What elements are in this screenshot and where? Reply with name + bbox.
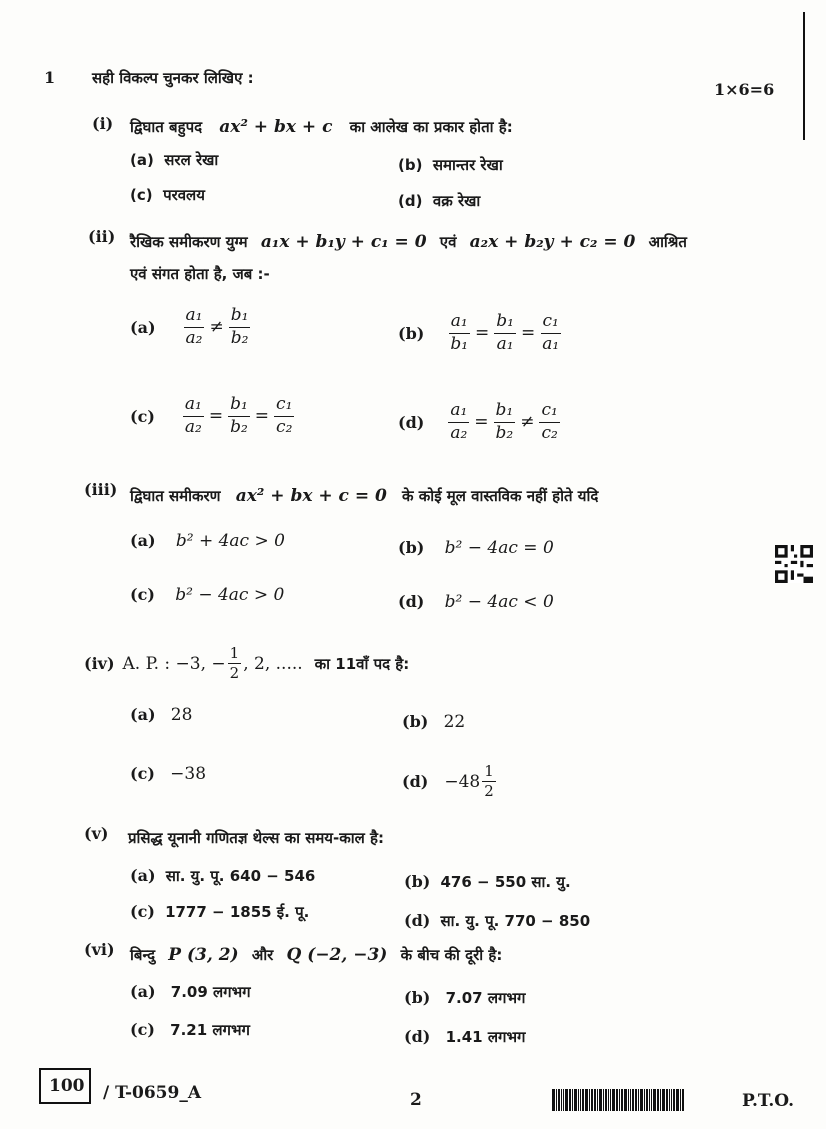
- barcode-bar: [572, 1089, 573, 1111]
- barcode-bar: [616, 1089, 618, 1111]
- option-d[interactable]: (d) वक्र रेखा: [398, 192, 481, 210]
- barcode-bar: [565, 1089, 568, 1111]
- option-c[interactable]: (c) 1777 − 1855 ई. पू.: [130, 902, 310, 921]
- question-label: (iii): [84, 480, 118, 499]
- barcode-bar: [660, 1089, 661, 1111]
- option-d[interactable]: (d) −48 $\frac{1}{2}$: [402, 762, 494, 801]
- barcode-bar: [640, 1089, 643, 1111]
- barcode-bar: [632, 1089, 634, 1111]
- barcode-bar: [676, 1089, 679, 1111]
- option-a[interactable]: (a) b² + 4ac > 0: [130, 531, 285, 551]
- question-number: 1: [44, 68, 56, 87]
- barcode-bar: [561, 1089, 562, 1111]
- option-b[interactable]: (b) समान्तर रेखा: [398, 156, 503, 174]
- barcode-bar: [651, 1089, 652, 1111]
- barcode-bar: [612, 1089, 615, 1111]
- option-b[interactable]: (b) 476 − 550 सा. यु.: [404, 872, 571, 891]
- barcode-bar: [608, 1089, 609, 1111]
- point-q: Q (−2, −3): [286, 945, 388, 965]
- question-text: रैखिक समीकरण युग्म a₁x + b₁y + c₁ = 0 एवं a₂x + b₂y + c₂ = 0 आश्रित: [130, 232, 687, 252]
- barcode-bar: [630, 1089, 631, 1111]
- page-number: 2: [410, 1090, 422, 1110]
- question-text: द्विघात बहुपद ax² + bx + c का आलेख का प्रकार होता है:: [130, 117, 513, 137]
- barcode-bar: [610, 1089, 611, 1111]
- equation-1: a₁x + b₁y + c₁ = 0: [260, 232, 427, 252]
- option-d[interactable]: (d) 1.41 लगभग: [404, 1027, 526, 1046]
- barcode-bar: [619, 1089, 620, 1111]
- barcode-bar: [671, 1089, 672, 1111]
- option-b[interactable]: (b) 7.07 लगभग: [404, 988, 526, 1007]
- page-edge-line: [803, 12, 805, 140]
- barcode-bar: [585, 1089, 588, 1111]
- option-a[interactable]: (a) सरल रेखा: [130, 151, 219, 169]
- equation-2: a₂x + b₂y + c₂ = 0: [469, 232, 636, 252]
- barcode-bar: [657, 1089, 659, 1111]
- option-c[interactable]: (c) $\frac{\text{a₁}}{\text{a₂}}$ = $\frac{\text{b₁}}{\text{b₂}}$ = $\frac{\text{c₁}}{\text{c₂}}$: [130, 394, 293, 437]
- barcode-bar: [673, 1089, 675, 1111]
- barcode-bar: [552, 1089, 555, 1111]
- barcode-bar: [558, 1089, 560, 1111]
- barcode-bar: [638, 1089, 639, 1111]
- option-d[interactable]: (d) सा. यु. पू. 770 − 850: [404, 911, 591, 930]
- barcode-bar: [591, 1089, 593, 1111]
- option-c[interactable]: (c) b² − 4ac > 0: [130, 585, 285, 605]
- barcode-bar: [662, 1089, 665, 1111]
- question-text: प्रसिद्ध यूनानी गणितज्ञ थेल्स का समय-काल है:: [128, 829, 384, 847]
- question-label: (i): [92, 114, 114, 133]
- math-expression: ax² + bx + c = 0: [235, 486, 387, 506]
- page-total-box: [39, 1068, 91, 1104]
- pto-label: P.T.O.: [742, 1091, 794, 1111]
- barcode-bar: [628, 1089, 629, 1111]
- question-label: (vi): [84, 940, 115, 959]
- barcode-bar: [682, 1089, 684, 1111]
- question-text: बिन्दु P (3, 2) और Q (−2, −3) के बीच की दूरी है:: [130, 945, 503, 965]
- option-b[interactable]: (b) $\frac{\text{a₁}}{\text{b₁}}$ = $\frac{\text{b₁}}{\text{a₁}}$ = $\frac{\text{c₁}}{\text{a₁}}$: [398, 311, 560, 354]
- barcode-bar: [582, 1089, 584, 1111]
- question-text: (iv) A. P. : −3, − $\frac{1}{2}$ , 2, ..... का 11वाँ पद है:: [84, 644, 410, 683]
- barcode-bar: [635, 1089, 637, 1111]
- option-b[interactable]: (b) 22: [402, 712, 466, 732]
- barcode-bar: [594, 1089, 596, 1111]
- barcode-bar: [605, 1089, 607, 1111]
- option-a[interactable]: (a) 7.09 लगभग: [130, 982, 251, 1001]
- option-b[interactable]: (b) b² − 4ac = 0: [398, 538, 554, 558]
- barcode-bar: [644, 1089, 645, 1111]
- option-a[interactable]: (a) 28: [130, 705, 193, 725]
- barcode-bar: [580, 1089, 581, 1111]
- barcode-bar: [574, 1089, 577, 1111]
- barcode-bar: [624, 1089, 627, 1111]
- barcode-bar: [599, 1089, 602, 1111]
- option-d[interactable]: (d) b² − 4ac < 0: [398, 592, 554, 612]
- barcode-bar: [569, 1089, 571, 1111]
- barcode-bar: [646, 1089, 648, 1111]
- marks-label: 1×6=6: [714, 80, 775, 99]
- page-total: 100: [49, 1076, 85, 1096]
- barcode-bar: [680, 1089, 681, 1111]
- barcode-bar: [669, 1089, 670, 1111]
- option-d[interactable]: (d) $\frac{\text{a₁}}{\text{a₂}}$ = $\frac{\text{b₁}}{\text{b₂}}$ ≠ $\frac{\text{c₁}}{\text{c₂}}$: [398, 400, 558, 443]
- instruction-text: सही विकल्प चुनकर लिखिए :: [92, 69, 254, 87]
- barcode-bar: [563, 1089, 564, 1111]
- barcode-bar: [649, 1089, 650, 1111]
- option-a[interactable]: (a) $\frac{\text{a₁}}{\text{a₂}}$ ≠ $\frac{\text{b₁}}{\text{b₂}}$: [130, 305, 249, 348]
- question-label: (v): [84, 824, 109, 843]
- barcode-bar: [597, 1089, 598, 1111]
- barcode-bar: [556, 1089, 557, 1111]
- barcode-bar: [653, 1089, 656, 1111]
- option-c[interactable]: (c) 7.21 लगभग: [130, 1020, 250, 1039]
- barcode-bar: [666, 1089, 668, 1111]
- barcode-icon: [552, 1089, 732, 1111]
- barcode-bar: [589, 1089, 590, 1111]
- point-p: P (3, 2): [168, 945, 239, 965]
- math-expression: ax² + bx + c: [219, 117, 333, 137]
- barcode-bar: [603, 1089, 604, 1111]
- barcode-bar: [578, 1089, 579, 1111]
- barcode-bar: [621, 1089, 623, 1111]
- question-label: (ii): [88, 227, 116, 246]
- question-text: द्विघात समीकरण ax² + bx + c = 0 के कोई मूल वास्तविक नहीं होते यदि: [130, 486, 599, 506]
- option-a[interactable]: (a) सा. यु. पू. 640 − 546: [130, 866, 316, 885]
- question-text-line2: एवं संगत होता है, जब :-: [130, 265, 270, 283]
- paper-code: / T-0659_A: [103, 1083, 202, 1103]
- option-c[interactable]: (c) परवलय: [130, 186, 205, 204]
- qr-code-icon: [775, 545, 813, 583]
- option-c[interactable]: (c) −38: [130, 764, 207, 784]
